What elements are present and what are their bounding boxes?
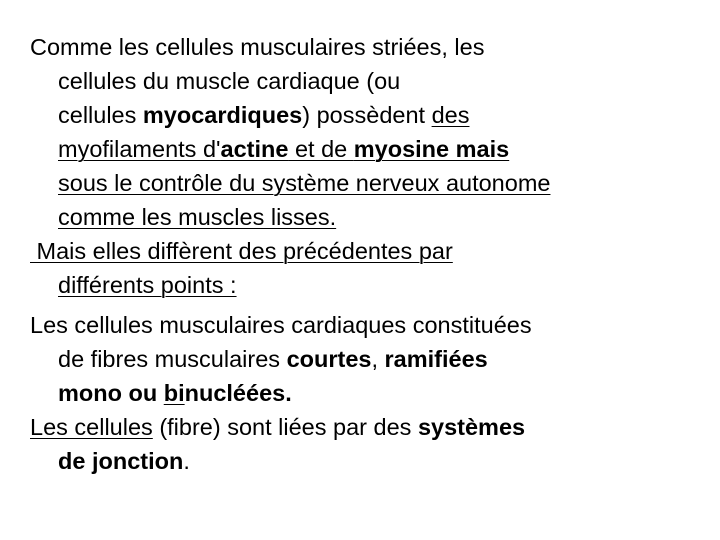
text-line: [58, 268, 237, 302]
bold-term: de jonction: [58, 448, 184, 474]
text-run: et de: [288, 136, 354, 162]
text-line: [58, 444, 190, 478]
text-line: [30, 410, 525, 444]
text-line: [58, 64, 400, 98]
bold-term: systèmes: [417, 414, 526, 440]
text-line: [30, 30, 484, 64]
bold-term: mono ou: [58, 380, 164, 406]
text-line: [58, 200, 336, 234]
bold-term: courtes: [286, 346, 372, 372]
underlined-text: Les cellules: [30, 414, 153, 440]
text-run: Les cellules musculaires cardiaques constituées: [30, 312, 532, 338]
text-run: myofilaments d': [58, 136, 221, 162]
text-run: cellules: [58, 102, 143, 128]
text-run: ) possèdent: [302, 102, 432, 128]
text-line: [30, 234, 453, 268]
text-run: Mais elles diffèrent des précédentes par: [30, 238, 453, 264]
text-run: Comme les cellules musculaires striées, les: [30, 34, 485, 60]
text-run: comme les muscles lisses.: [58, 204, 337, 230]
text-run: .: [183, 448, 190, 474]
text-run: ,: [371, 346, 385, 372]
text-run: de fibres musculaires: [58, 346, 287, 372]
bold-term: ramifiées: [384, 346, 488, 372]
bold-term: myocardiques: [142, 102, 303, 128]
text-run: cellules du muscle cardiaque (ou: [58, 68, 401, 94]
text-line: [58, 166, 550, 200]
text-run: (fibre) sont liées par des: [152, 414, 418, 440]
underlined-text: des: [431, 102, 470, 128]
text-line: [58, 376, 292, 410]
text-line: [58, 132, 509, 166]
bold-term: actine: [220, 136, 289, 162]
bold-term: nucléées.: [184, 380, 292, 406]
underlined-bold-term: bi: [163, 380, 185, 406]
bold-term: myosine mais: [353, 136, 510, 162]
text-line: [58, 342, 488, 376]
text-line: [30, 308, 532, 342]
text-run: différents points :: [58, 272, 237, 298]
text-line: [58, 98, 469, 132]
text-run: sous le contrôle du système nerveux autonome: [58, 170, 551, 196]
